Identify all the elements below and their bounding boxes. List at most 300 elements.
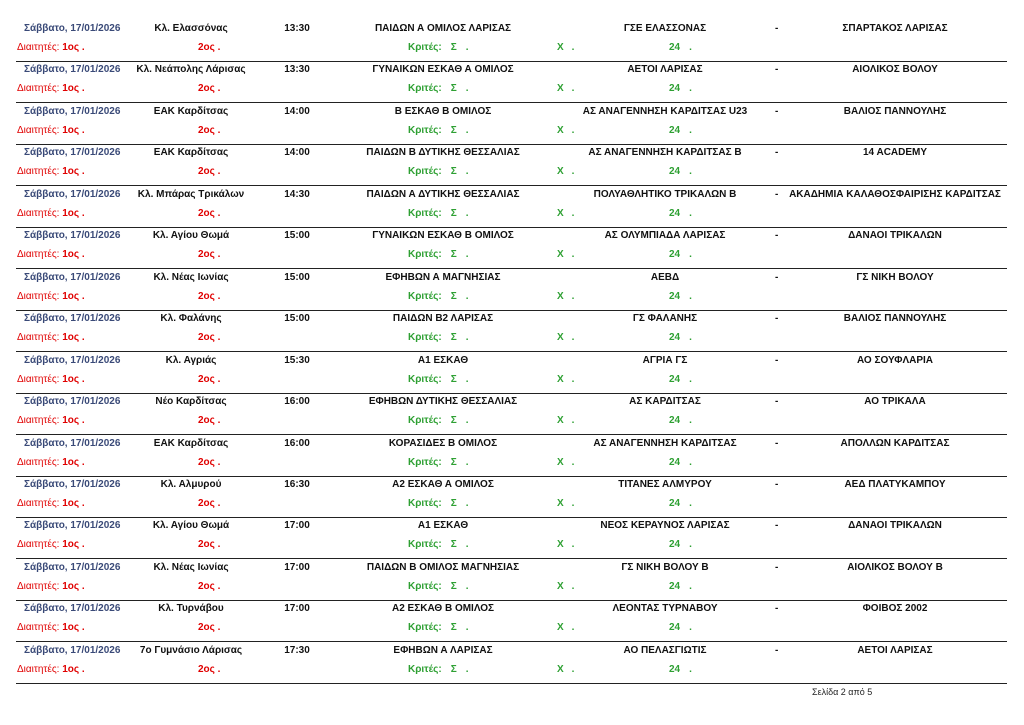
scorer-label: Σ [450,415,457,427]
referees-label [17,664,85,676]
home-team: ΑΕΤΟΙ ΛΑΡΙΣΑΣ [627,64,703,76]
referees-label [17,125,85,137]
home-team: ΓΣΕ ΕΛΑΣΣΟΝΑΣ [623,23,707,34]
scorer-label: Σ [450,249,457,261]
match-date: Σάββατο, 17/01/2026 [24,230,121,242]
judges-label [408,539,469,551]
match-date: Σάββατο, 17/01/2026 [24,644,121,656]
scorer-dot: . [465,663,469,675]
timer-dot: . [571,83,575,95]
match-time: 15:30 [284,354,310,366]
timer-text: Χ [557,290,564,302]
scorer-dot: . [465,290,469,302]
referees-text: Διαιτητές: [17,332,63,344]
scorer-dot: . [465,580,469,592]
match-date: Σάββατο, 17/01/2026 [24,561,121,573]
shot-clock-label [669,125,692,137]
versus-dash: - [775,396,779,408]
referees-label [17,415,85,427]
shot-clock-text: 24 [669,373,681,385]
match-time: 16:30 [284,478,310,490]
scorer-label: Σ [450,42,457,53]
home-team: ΑΕΒΔ [650,271,680,283]
match-date: Σάββατο, 17/01/2026 [24,64,121,76]
judges-label [408,332,469,344]
home-team: ΑΣ ΑΝΑΓΕΝΝΗΣΗ ΚΑΡΔΙΤΣΑΣ [593,437,737,449]
judges-text: Κριτές: [408,124,442,136]
referees-text: Διαιτητές: [17,497,63,509]
timer-text: Χ [557,83,564,95]
timer-label [557,291,574,303]
match-date: Σάββατο, 17/01/2026 [24,603,121,615]
referees-text: Διαιτητές: [17,663,63,675]
shot-clock-dot: . [689,663,692,675]
judges-label [408,291,469,303]
judges-label [408,125,469,137]
timer-dot: . [571,124,575,136]
second-referee-label: 2ος . [198,622,221,634]
scorer-dot: . [465,124,469,136]
scorer-label: Σ [450,622,457,634]
shot-clock-text: 24 [669,622,681,634]
home-team: ΑΣ ΑΝΑΓΕΝΝΗΣΗ ΚΑΡΔΙΤΣΑΣ Β [588,147,742,159]
match-competition: Α1 ΕΣΚΑΘ [417,520,469,532]
shot-clock-label [669,249,692,261]
away-team: ΦΟΙΒΟΣ 2002 [862,603,928,615]
timer-text: Χ [557,415,564,427]
home-team: ΑΟ ΠΕΛΑΣΓΙΩΤΙΣ [623,644,707,656]
match-competition: ΓΥΝΑΙΚΩΝ ΕΣΚΑΘ Β ΟΜΙΛΟΣ [372,230,514,242]
timer-text: Χ [557,373,564,385]
shot-clock-label [669,622,692,634]
shot-clock-label [669,208,692,220]
judges-text: Κριτές: [408,456,442,468]
timer-label [557,125,574,137]
timer-label [557,539,574,551]
away-team: ΑΕΤΟΙ ΛΑΡΙΣΑΣ [857,644,933,656]
scorer-dot: . [465,539,469,551]
referees-label [17,498,85,510]
timer-label [557,457,574,469]
away-team: ΣΠΑΡΤΑΚΟΣ ΛΑΡΙΣΑΣ [842,23,948,34]
timer-dot: . [571,332,575,344]
versus-dash: - [775,230,779,242]
first-referee-label: 1ος . [62,207,85,219]
shot-clock-dot: . [689,166,692,178]
shot-clock-dot: . [689,622,692,634]
referees-text: Διαιτητές: [17,249,63,261]
judges-text: Κριτές: [408,497,442,509]
judges-label [408,42,469,54]
match-row [16,226,1007,269]
versus-dash: - [775,271,779,283]
scorer-label: Σ [450,124,457,136]
home-team: ΑΓΡΙΑ ΓΣ [642,354,688,366]
match-competition: ΕΦΗΒΩΝ Α ΜΑΓΝΗΣΙΑΣ [385,271,501,283]
shot-clock-dot: . [689,539,692,551]
match-row [16,268,1007,311]
second-referee-label: 2ος . [198,166,221,178]
timer-label [557,622,574,634]
referees-label [17,249,85,261]
versus-dash: - [775,644,779,656]
referees-text: Διαιτητές: [17,207,63,219]
shot-clock-dot: . [689,456,692,468]
first-referee-label: 1ος . [62,249,85,261]
shot-clock-text: 24 [669,83,681,95]
timer-dot: . [571,456,575,468]
scorer-dot: . [465,207,469,219]
shot-clock-dot: . [689,249,692,261]
versus-dash: - [775,188,779,200]
match-competition: ΚΟΡΑΣΙΔΕΣ Β ΟΜΙΛΟΣ [388,437,498,449]
judges-text: Κριτές: [408,373,442,385]
away-team: ΓΣ ΝΙΚΗ ΒΟΛΟΥ [856,271,934,283]
second-referee-label: 2ος . [198,580,221,592]
home-team: ΓΣ ΦΑΛΑΝΗΣ [632,313,698,325]
referees-label [17,332,85,344]
referees-text: Διαιτητές: [17,456,63,468]
match-competition: ΕΦΗΒΩΝ ΔΥΤΙΚΗΣ ΘΕΣΣΑΛΙΑΣ [368,396,518,408]
second-referee-label: 2ος . [198,332,221,344]
match-row [16,558,1007,601]
match-row [16,143,1007,186]
referees-label [17,42,85,54]
shot-clock-text: 24 [669,663,681,675]
scorer-dot: . [465,497,469,509]
match-time: 17:00 [284,603,310,615]
shot-clock-dot: . [689,83,692,95]
first-referee-label: 1ος . [62,42,85,53]
match-row [16,351,1007,394]
second-referee-label: 2ος . [198,207,221,219]
versus-dash: - [775,354,779,366]
scorer-label: Σ [450,290,457,302]
timer-text: Χ [557,497,564,509]
home-team: ΑΣ ΑΝΑΓΕΝΝΗΣΗ ΚΑΡΔΙΤΣΑΣ U23 [582,105,748,117]
match-time: 15:00 [284,271,310,283]
match-row [16,102,1007,145]
first-referee-label: 1ος . [62,83,85,95]
referees-text: Διαιτητές: [17,373,63,385]
referees-text: Διαιτητές: [17,166,63,178]
scorer-label: Σ [450,207,457,219]
shot-clock-label [669,42,692,54]
away-team: ΑΠΟΛΛΩΝ ΚΑΡΔΙΤΣΑΣ [840,437,950,449]
scorer-dot: . [465,332,469,344]
referees-text: Διαιτητές: [17,539,63,551]
second-referee-label: 2ος . [198,539,221,551]
match-time: 17:00 [284,520,310,532]
match-venue: Κλ. Αγριάς [165,354,217,366]
home-team: ΛΕΟΝΤΑΣ ΤΥΡΝΑΒΟΥ [612,603,718,615]
second-referee-label: 2ος . [198,663,221,675]
shot-clock-text: 24 [669,415,681,427]
timer-text: Χ [557,622,564,634]
match-date: Σάββατο, 17/01/2026 [24,23,121,34]
shot-clock-dot: . [689,124,692,136]
scorer-dot: . [465,42,469,53]
match-date: Σάββατο, 17/01/2026 [24,478,121,490]
match-time: 15:00 [284,230,310,242]
timer-dot: . [571,166,575,178]
match-venue: Κλ. Νέας Ιωνίας [153,271,229,283]
second-referee-label: 2ος . [198,42,221,53]
timer-text: Χ [557,539,564,551]
match-time: 14:00 [284,147,310,159]
shot-clock-text: 24 [669,332,681,344]
judges-label [408,581,469,593]
timer-dot: . [571,249,575,261]
judges-label [408,457,469,469]
judges-label [408,166,469,178]
shot-clock-label [669,498,692,510]
match-competition: Α2 ΕΣΚΑΘ Β ΟΜΙΛΟΣ [391,603,495,615]
judges-text: Κριτές: [408,580,442,592]
referees-label [17,208,85,220]
away-team: ΔΑΝΑΟΙ ΤΡΙΚΑΛΩΝ [848,230,942,242]
referees-label [17,539,85,551]
home-team: ΑΣ ΚΑΡΔΙΤΣΑΣ [629,396,701,408]
referees-text: Διαιτητές: [17,622,63,634]
scorer-label: Σ [450,166,457,178]
timer-dot: . [571,539,575,551]
match-venue: 7ο Γυμνάσιο Λάρισας [139,644,243,656]
page-number: Σελίδα 2 από 5 [812,687,873,697]
timer-label [557,581,574,593]
referees-label [17,581,85,593]
shot-clock-text: 24 [669,456,681,468]
versus-dash: - [775,147,779,159]
home-team: ΝΕΟΣ ΚΕΡΑΥΝΟΣ ΛΑΡΙΣΑΣ [600,520,730,532]
shot-clock-dot: . [689,497,692,509]
timer-dot: . [571,415,575,427]
match-date: Σάββατο, 17/01/2026 [24,188,121,200]
timer-text: Χ [557,663,564,675]
referees-label [17,83,85,95]
second-referee-label: 2ος . [198,124,221,136]
shot-clock-dot: . [689,373,692,385]
versus-dash: - [775,64,779,76]
match-row [16,516,1007,559]
match-competition: Α1 ΕΣΚΑΘ [417,354,469,366]
referees-text: Διαιτητές: [17,42,63,53]
match-venue: ΕΑΚ Καρδίτσας [153,437,229,449]
timer-label [557,332,574,344]
judges-label [408,664,469,676]
match-time: 16:00 [284,396,310,408]
first-referee-label: 1ος . [62,332,85,344]
home-team: ΓΣ ΝΙΚΗ ΒΟΛΟΥ Β [621,561,709,573]
judges-text: Κριτές: [408,539,442,551]
judges-label [408,374,469,386]
match-competition: ΠΑΙΔΩΝ Β ΟΜΙΛΟΣ ΜΑΓΝΗΣΙΑΣ [366,561,520,573]
match-row [16,19,1007,62]
shot-clock-dot: . [689,332,692,344]
timer-dot: . [571,497,575,509]
shot-clock-text: 24 [669,42,681,53]
timer-label [557,42,574,54]
match-date: Σάββατο, 17/01/2026 [24,313,121,325]
versus-dash: - [775,313,779,325]
judges-text: Κριτές: [408,663,442,675]
judges-label [408,622,469,634]
shot-clock-label [669,374,692,386]
judges-text: Κριτές: [408,249,442,261]
match-venue: Κλ. Αγίου Θωμά [152,230,230,242]
shot-clock-text: 24 [669,539,681,551]
match-time: 17:00 [284,561,310,573]
scorer-label: Σ [450,663,457,675]
match-venue: Κλ. Μπάρας Τρικάλων [137,188,245,200]
scorer-dot: . [465,622,469,634]
match-row [16,641,1007,684]
second-referee-label: 2ος . [198,456,221,468]
first-referee-label: 1ος . [62,456,85,468]
shot-clock-dot: . [689,415,692,427]
away-team: ΑΟ ΣΟΥΦΛΑΡΙΑ [856,354,934,366]
first-referee-label: 1ος . [62,539,85,551]
second-referee-label: 2ος . [198,373,221,385]
timer-dot: . [571,622,575,634]
match-time: 14:00 [284,105,310,117]
match-venue: Κλ. Φαλάνης [160,313,222,325]
second-referee-label: 2ος . [198,83,221,95]
referees-text: Διαιτητές: [17,580,63,592]
match-competition: Β ΕΣΚΑΘ Β ΟΜΙΛΟΣ [394,105,492,117]
away-team: ΑΙΟΛΙΚΟΣ ΒΟΛΟΥ [852,64,938,76]
second-referee-label: 2ος . [198,497,221,509]
match-venue: Νέο Καρδίτσας [155,396,227,408]
away-team: ΑΟ ΤΡΙΚΑΛΑ [864,396,926,408]
match-date: Σάββατο, 17/01/2026 [24,520,121,532]
timer-text: Χ [557,124,564,136]
referees-text: Διαιτητές: [17,290,63,302]
versus-dash: - [775,23,779,34]
referees-text: Διαιτητές: [17,83,63,95]
shot-clock-dot: . [689,580,692,592]
scorer-label: Σ [450,373,457,385]
shot-clock-label [669,83,692,95]
match-date: Σάββατο, 17/01/2026 [24,396,121,408]
shot-clock-text: 24 [669,166,681,178]
timer-label [557,208,574,220]
judges-text: Κριτές: [408,415,442,427]
judges-text: Κριτές: [408,83,442,95]
match-competition: Α2 ΕΣΚΑΘ Α ΟΜΙΛΟΣ [392,478,494,490]
versus-dash: - [775,561,779,573]
scorer-dot: . [465,415,469,427]
timer-label [557,498,574,510]
away-team: ΑΕΔ ΠΛΑΤΥΚΑΜΠΟΥ [844,478,946,490]
timer-label [557,249,574,261]
timer-dot: . [571,42,575,53]
versus-dash: - [775,437,779,449]
timer-label [557,374,574,386]
match-competition: ΠΑΙΔΩΝ Β ΔΥΤΙΚΗΣ ΘΕΣΣΑΛΙΑΣ [366,147,520,159]
scorer-dot: . [465,166,469,178]
match-time: 13:30 [284,23,310,34]
home-team: ΑΣ ΟΛΥΜΠΙΑΔΑ ΛΑΡΙΣΑΣ [604,230,726,242]
referees-label [17,374,85,386]
timer-label [557,83,574,95]
shot-clock-dot: . [689,290,692,302]
judges-text: Κριτές: [408,42,442,53]
first-referee-label: 1ος . [62,166,85,178]
away-team: ΒΑΛΙΟΣ ΠΑΝΝΟΥΛΗΣ [843,105,947,117]
timer-label [557,664,574,676]
first-referee-label: 1ος . [62,290,85,302]
match-date: Σάββατο, 17/01/2026 [24,105,121,117]
timer-text: Χ [557,249,564,261]
judges-label [408,415,469,427]
first-referee-label: 1ος . [62,497,85,509]
timer-text: Χ [557,332,564,344]
match-venue: ΕΑΚ Καρδίτσας [153,105,229,117]
versus-dash: - [775,603,779,615]
timer-label [557,415,574,427]
match-competition: ΠΑΙΔΩΝ Α ΟΜΙΛΟΣ ΛΑΡΙΣΑΣ [374,23,512,34]
scorer-label: Σ [450,539,457,551]
scorer-dot: . [465,249,469,261]
shot-clock-text: 24 [669,580,681,592]
match-competition: ΓΥΝΑΙΚΩΝ ΕΣΚΑΘ Α ΟΜΙΛΟΣ [372,64,514,76]
referees-label [17,622,85,634]
judges-text: Κριτές: [408,290,442,302]
first-referee-label: 1ος . [62,415,85,427]
timer-text: Χ [557,166,564,178]
first-referee-label: 1ος . [62,663,85,675]
second-referee-label: 2ος . [198,249,221,261]
home-team: ΤΙΤΑΝΕΣ ΑΛΜΥΡΟΥ [618,478,712,490]
match-time: 16:00 [284,437,310,449]
shot-clock-label [669,539,692,551]
timer-dot: . [571,580,575,592]
home-team: ΠΟΛΥΑΘΛΗΤΙΚΟ ΤΡΙΚΑΛΩΝ Β [593,188,737,200]
match-date: Σάββατο, 17/01/2026 [24,437,121,449]
match-venue: Κλ. Τυρνάβου [158,603,224,615]
timer-dot: . [571,373,575,385]
shot-clock-label [669,415,692,427]
judges-label [408,498,469,510]
match-venue: Κλ. Νέας Ιωνίας [153,561,229,573]
scorer-dot: . [465,456,469,468]
match-time: 13:30 [284,64,310,76]
match-time: 14:30 [284,188,310,200]
match-venue: Κλ. Αλμυρού [160,478,222,490]
match-venue: Κλ. Ελασσόνας [154,23,228,34]
timer-dot: . [571,207,575,219]
referees-text: Διαιτητές: [17,124,63,136]
first-referee-label: 1ος . [62,580,85,592]
match-competition: ΠΑΙΔΩΝ Α ΔΥΤΙΚΗΣ ΘΕΣΣΑΛΙΑΣ [366,188,520,200]
away-team: ΑΚΑΔΗΜΙΑ ΚΑΛΑΘΟΣΦΑΙΡΙΣΗΣ ΚΑΡΔΙΤΣΑΣ [789,188,1001,200]
judges-text: Κριτές: [408,207,442,219]
match-row [16,599,1007,642]
second-referee-label: 2ος . [198,290,221,302]
first-referee-label: 1ος . [62,373,85,385]
timer-label [557,166,574,178]
away-team: ΒΑΛΙΟΣ ΠΑΝΝΟΥΛΗΣ [843,313,947,325]
match-date: Σάββατο, 17/01/2026 [24,147,121,159]
timer-text: Χ [557,207,564,219]
scorer-dot: . [465,373,469,385]
match-row [16,434,1007,477]
judges-text: Κριτές: [408,166,442,178]
match-row [16,185,1007,228]
match-venue: Κλ. Νεάπολης Λάρισας [136,64,246,76]
scorer-label: Σ [450,580,457,592]
